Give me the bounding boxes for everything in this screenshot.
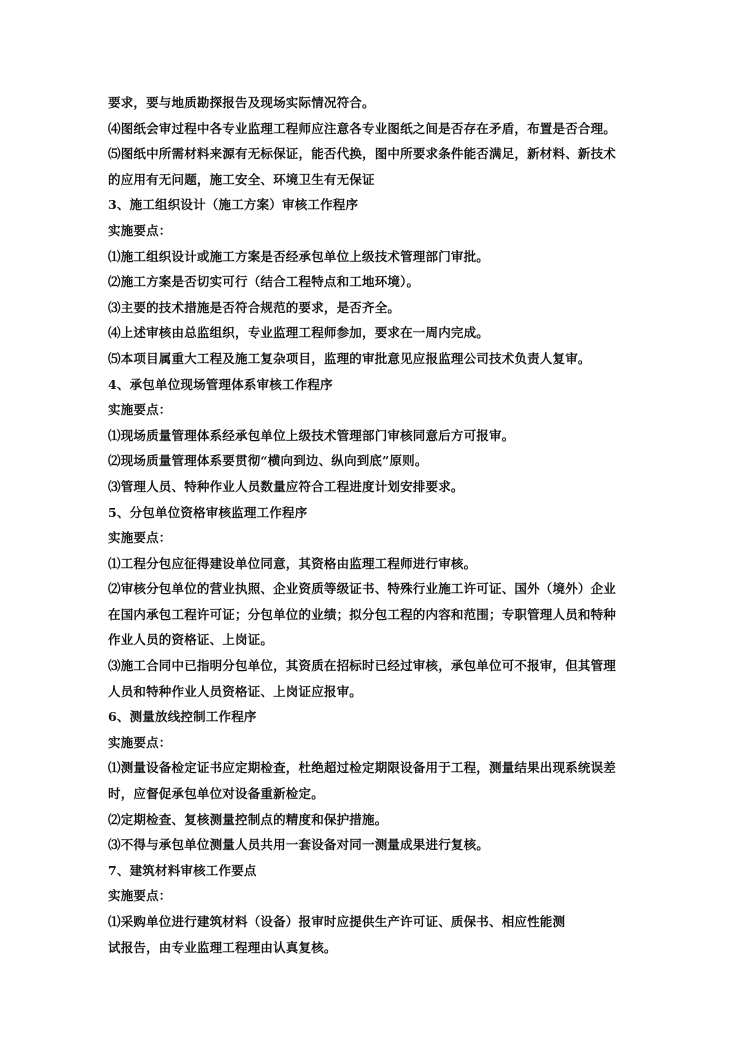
paragraph-line: 人员和特种作业人员资格证、上岗证应报审。	[108, 683, 363, 699]
section-heading: 7、建筑材料审核工作要点	[108, 862, 257, 878]
paragraph-line: 时，应督促承包单位对设备重新检定。	[108, 786, 324, 802]
list-item: ⑵现场质量管理体系要贯彻“横向到边、纵向到底”原则。	[108, 453, 428, 469]
paragraph-line: ⑷图纸会审过程中各专业监理工程师应注意各专业图纸之间是否存在矛盾，布置是否合理。	[108, 120, 617, 136]
subheading: 实施要点：	[108, 734, 172, 750]
section-heading: 3、施工组织设计（施工方案）审核工作程序	[108, 197, 359, 213]
list-item: ⑶施工合同中已指明分包单位，其资质在招标时已经过审核，承包单位可不报审，但其管理	[108, 658, 617, 674]
list-item: ⑴测量设备检定证书应定期检查，杜绝超过检定期限设备用于工程，测量结果出现系统误差	[108, 760, 617, 776]
list-item: ⑴工程分包应征得建设单位同意，其资格由监理工程师进行审核。	[108, 555, 477, 571]
section-heading: 4、承包单位现场管理体系审核工作程序	[108, 376, 333, 392]
subheading: 实施要点：	[108, 888, 172, 904]
list-item: ⑵施工方案是否切实可行（结合工程特点和工地环境）。	[108, 274, 420, 290]
paragraph-line: 的应用有无问题，施工安全、环境卫生有无保证	[108, 171, 375, 187]
document-body	[108, 90, 648, 960]
list-item: ⑷上述审核由总监组织，专业监理工程师参加，要求在一周内完成。	[108, 325, 490, 341]
list-item: ⑴现场质量管理体系经承包单位上级技术管理部门审核同意后方可报审。	[108, 427, 515, 443]
subheading: 实施要点：	[108, 530, 172, 546]
subheading: 实施要点：	[108, 222, 172, 238]
subheading: 实施要点：	[108, 402, 172, 418]
list-item: ⑶主要的技术措施是否符合规范的要求，是否齐全。	[108, 299, 401, 315]
paragraph-line: ⑸图纸中所需材料来源有无标保证，能否代换，图中所要求条件能否满足，新材料、新技术	[108, 146, 617, 162]
section-heading: 6、测量放线控制工作程序	[108, 709, 257, 725]
paragraph-line: 试报告，由专业监理工程理由认真复核。	[108, 939, 337, 955]
list-item: ⑴采购单位进行建筑材料（设备）报审时应提供生产许可证、质保书、相应性能测	[108, 914, 566, 929]
paragraph-line: 在国内承包工程许可证；分包单位的业绩；拟分包工程的内容和范围；专职管理人员和特种	[108, 606, 617, 622]
list-item: ⑸本项目属重大工程及施工复杂项目，监理的审批意见应报监理公司技术负责人复审。	[108, 350, 591, 366]
list-item: ⑴施工组织设计或施工方案是否经承包单位上级技术管理部门审批。	[108, 248, 490, 264]
list-item: ⑶管理人员、特种作业人员数量应符合工程进度计划安排要求。	[108, 478, 464, 494]
section-heading: 5、分包单位资格审核监理工作程序	[108, 504, 308, 520]
list-item: ⑶不得与承包单位测量人员共用一套设备对同一测量成果进行复核。	[108, 837, 490, 853]
list-item: ⑵定期检查、复核测量控制点的精度和保护措施。	[108, 811, 388, 827]
paragraph-line: 作业人员的资格证、上岗证。	[108, 632, 274, 648]
list-item: ⑵审核分包单位的营业执照、企业资质等级证书、特殊行业施工许可证、国外（境外）企业	[108, 581, 617, 597]
paragraph-line: 要求，要与地质勘探报告及现场实际情况符合。	[108, 95, 375, 110]
